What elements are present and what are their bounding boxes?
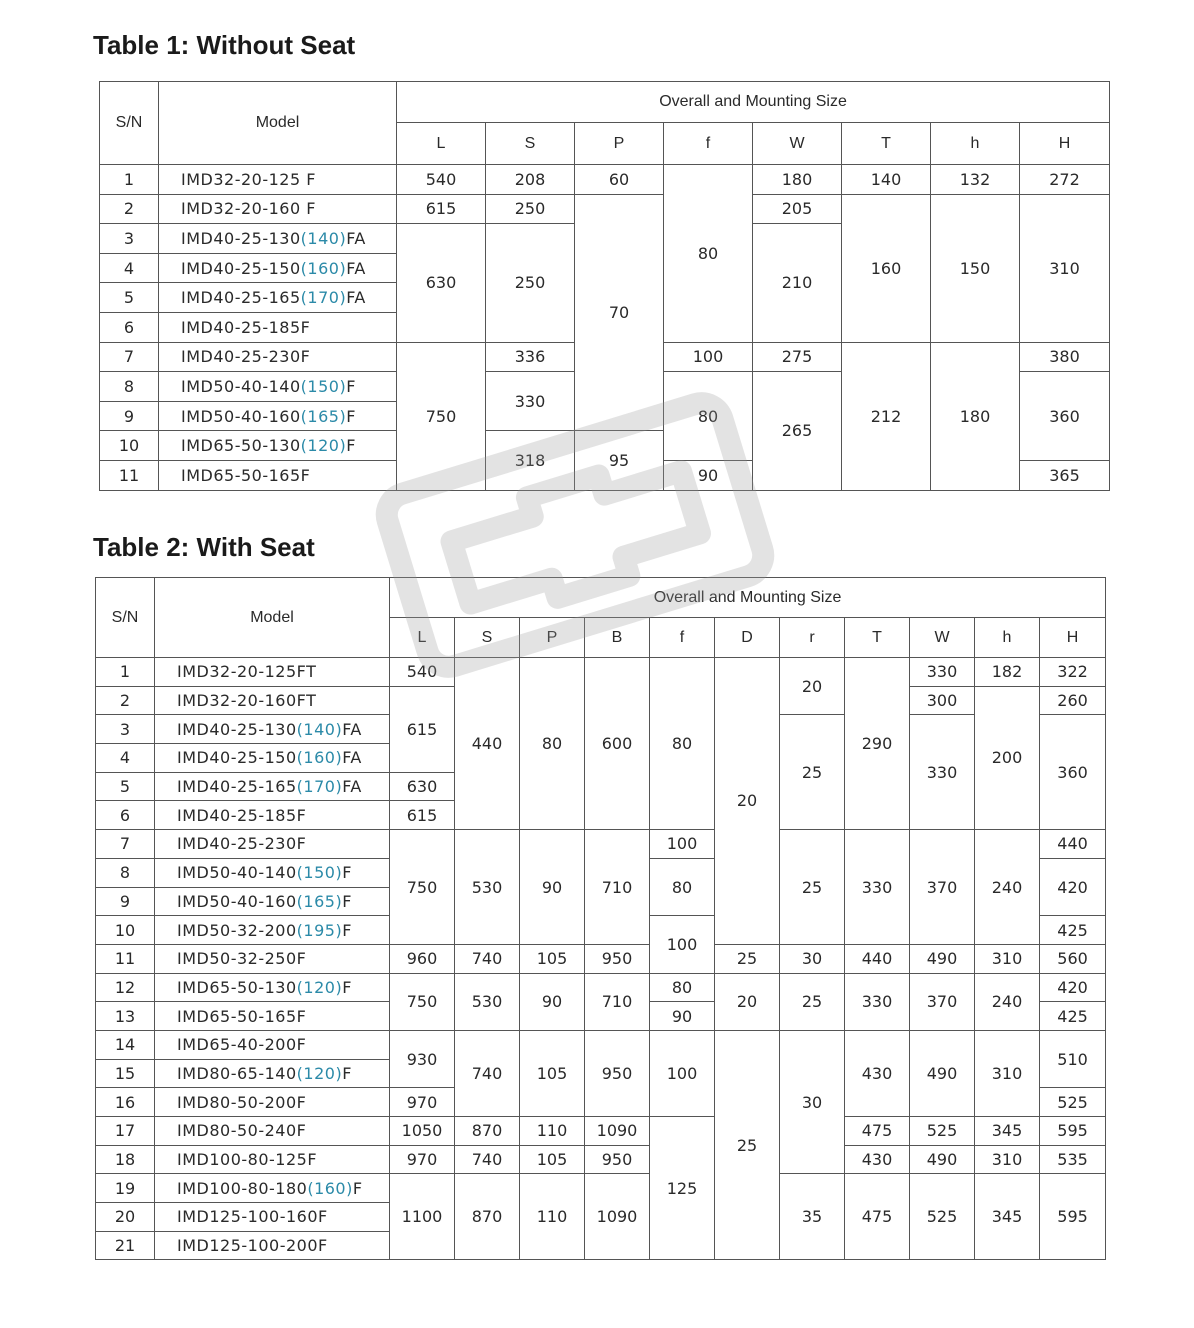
model-suffix: F [342, 977, 352, 997]
model-cell [155, 1030, 390, 1059]
value-cell: 90 [520, 830, 585, 945]
model-suffix: F [346, 406, 356, 426]
value-cell: 205 [753, 194, 842, 224]
value-cell: 870 [455, 1117, 520, 1146]
model-cell [155, 1203, 390, 1232]
model-suffix: FA [346, 228, 366, 248]
value-cell: 430 [845, 1030, 910, 1116]
model-cell [159, 460, 397, 490]
value-cell: 710 [585, 830, 650, 945]
model-cell [159, 165, 397, 195]
model-suffix: F [346, 376, 356, 396]
value-cell: 260 [1040, 686, 1106, 715]
value-cell: 30 [780, 944, 845, 973]
value-cell: 100 [664, 342, 753, 372]
value-cell: 475 [845, 1117, 910, 1146]
sn-cell: 1 [100, 165, 159, 195]
value-cell: 160 [842, 194, 931, 342]
value-cell: 595 [1040, 1117, 1106, 1146]
sn-cell: 19 [96, 1174, 155, 1203]
sn-cell: 5 [96, 772, 155, 801]
value-cell: 360 [1020, 372, 1110, 461]
value-cell: 525 [910, 1174, 975, 1260]
col-header-D: D [715, 618, 780, 658]
value-cell: 615 [390, 686, 455, 772]
model-name: IMD50-32-250F [177, 949, 307, 969]
sn-cell: 18 [96, 1145, 155, 1174]
value-cell: 105 [520, 1030, 585, 1116]
model-cell [155, 1002, 390, 1031]
model-cell [155, 715, 390, 744]
value-cell: 182 [975, 658, 1040, 687]
value-cell: 25 [780, 973, 845, 1030]
col-header-S: S [486, 123, 575, 165]
col-header-L: L [397, 123, 486, 165]
value-cell: 300 [910, 686, 975, 715]
sn-header: S/N [100, 82, 159, 165]
value-cell: 540 [390, 658, 455, 687]
model-alt-size: (140) [300, 228, 347, 248]
col-header-P: P [520, 618, 585, 658]
spec-table-without-seat [99, 81, 1110, 491]
sn-cell: 11 [100, 460, 159, 490]
value-cell: 440 [455, 658, 520, 830]
value-cell: 950 [585, 1030, 650, 1116]
model-cell [155, 973, 390, 1002]
value-cell: 20 [715, 973, 780, 1030]
value-cell: 80 [664, 372, 753, 461]
model-name: IMD65-50-130 [177, 977, 297, 997]
col-header-r: r [780, 618, 845, 658]
value-cell: 1050 [390, 1117, 455, 1146]
model-name: IMD50-32-200 [177, 920, 297, 940]
model-cell [159, 401, 397, 431]
model-cell [155, 772, 390, 801]
value-cell: 490 [910, 944, 975, 973]
sn-cell: 11 [96, 944, 155, 973]
value-cell: 100 [650, 1030, 715, 1116]
table1-title: Table 1: Without Seat [93, 30, 356, 60]
group-header: Overall and Mounting Size [397, 82, 1110, 123]
value-cell: 950 [585, 944, 650, 973]
value-cell: 336 [486, 342, 575, 372]
value-cell: 180 [931, 342, 1020, 490]
model-cell [155, 744, 390, 773]
value-cell: 475 [845, 1174, 910, 1260]
model-name: IMD80-50-200F [177, 1092, 307, 1112]
model-name: IMD40-25-165 [177, 777, 297, 797]
sn-cell: 3 [100, 224, 159, 254]
model-cell [159, 224, 397, 254]
model-cell [159, 431, 397, 461]
model-cell [155, 887, 390, 916]
value-cell: 80 [650, 658, 715, 830]
col-header-h: h [931, 123, 1020, 165]
value-cell: 310 [975, 944, 1040, 973]
value-cell: 110 [520, 1117, 585, 1146]
value-cell: 105 [520, 1145, 585, 1174]
model-name: IMD65-40-200F [177, 1035, 307, 1055]
value-cell: 490 [910, 1145, 975, 1174]
sn-cell: 3 [96, 715, 155, 744]
value-cell: 870 [455, 1174, 520, 1260]
value-cell: 1090 [585, 1117, 650, 1146]
value-cell: 970 [390, 1145, 455, 1174]
value-cell: 740 [455, 1145, 520, 1174]
model-alt-size: (165) [300, 406, 347, 426]
value-cell: 510 [1040, 1030, 1106, 1087]
value-cell: 630 [390, 772, 455, 801]
value-cell: 25 [715, 944, 780, 973]
model-name: IMD40-25-185F [181, 317, 311, 337]
value-cell: 430 [845, 1145, 910, 1174]
value-cell: 710 [585, 973, 650, 1030]
model-cell [155, 801, 390, 830]
value-cell: 950 [585, 1145, 650, 1174]
value-cell: 80 [520, 658, 585, 830]
model-name: IMD40-25-150 [181, 258, 301, 278]
table-row [100, 165, 1110, 195]
model-cell [155, 944, 390, 973]
value-cell: 310 [975, 1030, 1040, 1116]
value-cell: 25 [780, 830, 845, 945]
value-cell: 490 [910, 1030, 975, 1116]
model-cell [155, 1088, 390, 1117]
value-cell: 960 [390, 944, 455, 973]
value-cell: 600 [585, 658, 650, 830]
value-cell: 80 [650, 858, 715, 915]
model-cell [155, 686, 390, 715]
value-cell: 365 [1020, 460, 1110, 490]
value-cell: 265 [753, 372, 842, 490]
model-name: IMD50-40-140 [181, 376, 301, 396]
sn-cell: 15 [96, 1059, 155, 1088]
model-header: Model [159, 82, 397, 165]
col-header-L: L [390, 618, 455, 658]
value-cell: 208 [486, 165, 575, 195]
model-name: IMD32-20-160 F [181, 199, 316, 219]
sn-cell: 7 [96, 830, 155, 859]
model-name: IMD80-65-140 [177, 1063, 297, 1083]
model-name: IMD40-25-130 [181, 228, 301, 248]
group-header: Overall and Mounting Size [390, 578, 1106, 618]
value-cell: 370 [910, 830, 975, 945]
model-name: IMD125-100-200F [177, 1236, 328, 1256]
model-cell [155, 1117, 390, 1146]
value-cell: 322 [1040, 658, 1106, 687]
sn-cell: 1 [96, 658, 155, 687]
sn-cell: 4 [96, 744, 155, 773]
model-cell [155, 1174, 390, 1203]
value-cell: 210 [753, 224, 842, 342]
model-cell [159, 312, 397, 342]
value-cell: 35 [780, 1174, 845, 1260]
model-name: IMD65-50-165F [177, 1006, 307, 1026]
model-cell [159, 372, 397, 402]
value-cell: 330 [486, 372, 575, 431]
model-name: IMD100-80-180 [177, 1178, 308, 1198]
value-cell: 615 [390, 801, 455, 830]
model-alt-size: (120) [296, 1063, 343, 1083]
sn-cell: 2 [96, 686, 155, 715]
model-name: IMD40-25-230F [177, 834, 307, 854]
sn-cell: 8 [96, 858, 155, 887]
value-cell: 540 [397, 165, 486, 195]
model-name: IMD32-20-125FT [177, 662, 317, 682]
sn-cell: 7 [100, 342, 159, 372]
table-row [100, 194, 1110, 224]
value-cell: 250 [486, 224, 575, 342]
model-suffix: F [352, 1178, 363, 1198]
value-cell: 560 [1040, 944, 1106, 973]
model-name: IMD100-80-125F [177, 1150, 318, 1170]
value-cell: 740 [455, 944, 520, 973]
value-cell: 630 [397, 224, 486, 342]
value-cell: 345 [975, 1174, 1040, 1260]
table-row [96, 944, 1106, 973]
value-cell: 272 [1020, 165, 1110, 195]
value-cell: 290 [845, 658, 910, 830]
value-cell: 370 [910, 973, 975, 1030]
value-cell: 1090 [585, 1174, 650, 1260]
col-header-H: H [1020, 123, 1110, 165]
sn-cell: 12 [96, 973, 155, 1002]
model-alt-size: (160) [296, 748, 343, 768]
value-cell: 240 [975, 830, 1040, 945]
value-cell: 345 [975, 1117, 1040, 1146]
model-name: IMD50-40-160 [177, 891, 297, 911]
value-cell: 380 [1020, 342, 1110, 372]
model-alt-size: (150) [296, 863, 343, 883]
value-cell: 440 [845, 944, 910, 973]
model-suffix: F [342, 1063, 352, 1083]
table-row [96, 1145, 1106, 1174]
model-name: IMD80-50-240F [177, 1121, 307, 1141]
value-cell: 360 [1040, 715, 1106, 830]
value-cell: 615 [397, 194, 486, 224]
model-suffix: FA [342, 777, 362, 797]
col-header-f: f [650, 618, 715, 658]
model-cell [155, 1231, 390, 1260]
value-cell: 90 [664, 460, 753, 490]
value-cell: 80 [664, 165, 753, 343]
value-cell: 140 [842, 165, 931, 195]
model-name: IMD32-20-125 F [181, 169, 316, 189]
table-row [96, 1117, 1106, 1146]
value-cell: 750 [397, 342, 486, 490]
value-cell: 60 [575, 165, 664, 195]
value-cell: 330 [845, 973, 910, 1030]
model-name: IMD40-25-130 [177, 719, 297, 739]
table-row [96, 1174, 1106, 1203]
sn-cell: 13 [96, 1002, 155, 1031]
model-name: IMD50-40-160 [181, 406, 301, 426]
model-alt-size: (160) [307, 1178, 353, 1198]
value-cell: 530 [455, 830, 520, 945]
sn-cell: 2 [100, 194, 159, 224]
value-cell: 132 [931, 165, 1020, 195]
table-row [96, 1030, 1106, 1059]
model-alt-size: (140) [296, 719, 343, 739]
col-header-T: T [845, 618, 910, 658]
model-suffix: F [346, 436, 356, 456]
value-cell: 275 [753, 342, 842, 372]
value-cell: 105 [520, 944, 585, 973]
col-header-S: S [455, 618, 520, 658]
col-header-P: P [575, 123, 664, 165]
value-cell: 535 [1040, 1145, 1106, 1174]
model-suffix: F [342, 863, 352, 883]
value-cell: 80 [650, 973, 715, 1002]
value-cell: 330 [910, 715, 975, 830]
model-suffix: FA [342, 748, 362, 768]
value-cell: 970 [390, 1088, 455, 1117]
sn-header: S/N [96, 578, 155, 658]
value-cell: 95 [575, 431, 664, 490]
value-cell: 525 [910, 1117, 975, 1146]
sn-cell: 10 [100, 431, 159, 461]
sn-cell: 16 [96, 1088, 155, 1117]
table-row [96, 658, 1106, 687]
value-cell: 420 [1040, 973, 1106, 1002]
model-suffix: FA [342, 719, 362, 739]
model-suffix: FA [346, 288, 366, 308]
value-cell: 180 [753, 165, 842, 195]
model-cell [159, 283, 397, 313]
value-cell: 110 [520, 1174, 585, 1260]
model-name: IMD40-25-230F [181, 347, 311, 367]
sn-cell: 9 [96, 887, 155, 916]
value-cell: 420 [1040, 858, 1106, 915]
sn-cell: 4 [100, 253, 159, 283]
table-row [96, 973, 1106, 1002]
model-suffix: F [342, 891, 352, 911]
value-cell: 750 [390, 973, 455, 1030]
sn-cell: 6 [96, 801, 155, 830]
value-cell: 530 [455, 973, 520, 1030]
value-cell: 740 [455, 1030, 520, 1116]
sn-cell: 9 [100, 401, 159, 431]
value-cell: 525 [1040, 1088, 1106, 1117]
value-cell: 150 [931, 194, 1020, 342]
value-cell: 310 [975, 1145, 1040, 1174]
value-cell: 1100 [390, 1174, 455, 1260]
sn-cell: 10 [96, 916, 155, 945]
col-header-f: f [664, 123, 753, 165]
sn-cell: 21 [96, 1231, 155, 1260]
col-header-T: T [842, 123, 931, 165]
value-cell: 330 [845, 830, 910, 945]
model-cell [159, 342, 397, 372]
value-cell: 20 [780, 658, 845, 715]
model-cell [155, 1059, 390, 1088]
value-cell: 90 [520, 973, 585, 1030]
model-name: IMD40-25-185F [177, 805, 307, 825]
sn-cell: 6 [100, 312, 159, 342]
value-cell: 595 [1040, 1174, 1106, 1260]
table-row [96, 830, 1106, 859]
value-cell: 425 [1040, 916, 1106, 945]
model-header: Model [155, 578, 390, 658]
model-suffix: F [342, 920, 352, 940]
model-cell [155, 858, 390, 887]
value-cell: 318 [486, 431, 575, 490]
value-cell: 90 [650, 1002, 715, 1031]
model-alt-size: (170) [296, 777, 343, 797]
model-alt-size: (120) [296, 977, 343, 997]
col-header-B: B [585, 618, 650, 658]
model-suffix: FA [346, 258, 366, 278]
sn-cell: 5 [100, 283, 159, 313]
value-cell: 750 [390, 830, 455, 945]
value-cell: 200 [975, 686, 1040, 829]
sn-cell: 17 [96, 1117, 155, 1146]
value-cell: 30 [780, 1030, 845, 1173]
table2-title: Table 2: With Seat [93, 532, 315, 562]
model-alt-size: (150) [300, 376, 347, 396]
sn-cell: 8 [100, 372, 159, 402]
col-header-h: h [975, 618, 1040, 658]
model-name: IMD125-100-160F [177, 1207, 328, 1227]
value-cell: 330 [910, 658, 975, 687]
model-name: IMD40-25-150 [177, 748, 297, 768]
model-name: IMD32-20-160FT [177, 691, 317, 711]
value-cell: 212 [842, 342, 931, 490]
col-header-H: H [1040, 618, 1106, 658]
model-alt-size: (170) [300, 288, 347, 308]
model-cell [155, 916, 390, 945]
model-cell [159, 194, 397, 224]
value-cell: 125 [650, 1117, 715, 1260]
value-cell: 20 [715, 658, 780, 945]
model-alt-size: (160) [300, 258, 347, 278]
sn-cell: 20 [96, 1203, 155, 1232]
model-name: IMD40-25-165 [181, 288, 301, 308]
value-cell: 930 [390, 1030, 455, 1087]
model-cell [155, 1145, 390, 1174]
model-alt-size: (195) [296, 920, 343, 940]
sn-cell: 14 [96, 1030, 155, 1059]
value-cell: 425 [1040, 1002, 1106, 1031]
value-cell: 240 [975, 973, 1040, 1030]
model-cell [155, 658, 390, 687]
value-cell: 70 [575, 194, 664, 431]
model-cell [159, 253, 397, 283]
value-cell: 100 [650, 830, 715, 859]
model-name: IMD50-40-140 [177, 863, 297, 883]
model-cell [155, 830, 390, 859]
value-cell: 310 [1020, 194, 1110, 342]
col-header-W: W [910, 618, 975, 658]
model-name: IMD65-50-165F [181, 465, 311, 485]
model-alt-size: (120) [300, 436, 347, 456]
col-header-W: W [753, 123, 842, 165]
value-cell: 25 [780, 715, 845, 830]
value-cell: 440 [1040, 830, 1106, 859]
model-alt-size: (165) [296, 891, 343, 911]
spec-table-with-seat [95, 577, 1106, 1260]
value-cell: 100 [650, 916, 715, 973]
model-name: IMD65-50-130 [181, 436, 301, 456]
value-cell: 25 [715, 1030, 780, 1260]
value-cell: 250 [486, 194, 575, 224]
